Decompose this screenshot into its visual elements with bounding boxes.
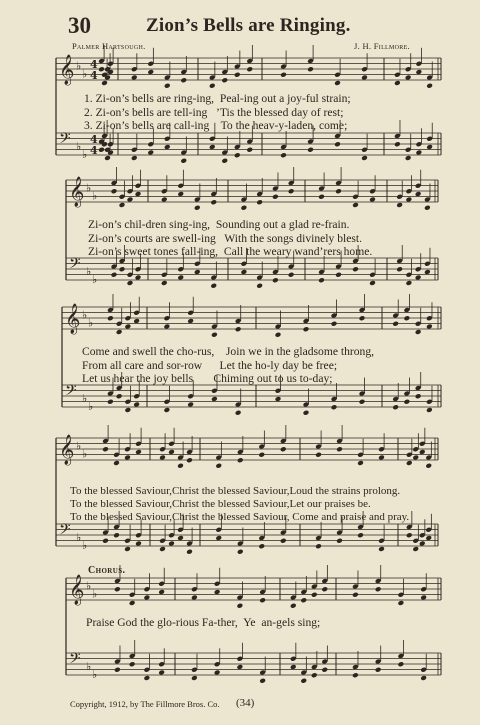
note-head	[234, 152, 241, 158]
hymn-title: Zion’s Bells are Ringing.	[146, 15, 351, 36]
note-head	[311, 672, 318, 678]
note-head	[352, 266, 359, 272]
note-head	[406, 460, 413, 466]
note-head	[406, 197, 413, 203]
note-head	[214, 670, 221, 676]
note-head	[424, 269, 431, 275]
note-head	[280, 152, 287, 158]
treble-clef-icon: 𝄞	[59, 55, 75, 85]
note-head	[187, 402, 194, 408]
note-head	[164, 324, 171, 330]
note-head	[127, 197, 134, 203]
flat-icon: ♭	[82, 148, 88, 161]
note-head	[180, 77, 187, 83]
note-head	[131, 155, 138, 161]
bass-clef-icon: 𝄢	[69, 650, 81, 671]
note-head	[194, 205, 201, 211]
note-head	[210, 199, 217, 205]
note-head	[164, 144, 171, 150]
note-head	[259, 597, 266, 603]
note-head	[164, 83, 171, 89]
flat-icon: ♭	[82, 447, 88, 461]
note-head	[107, 399, 114, 405]
note-head	[187, 318, 194, 324]
note-head	[125, 407, 132, 413]
note-head	[311, 592, 318, 598]
note-head	[303, 410, 310, 416]
bass-clef-icon: 𝄢	[59, 130, 71, 151]
note-head	[133, 318, 140, 324]
flat-icon: ♭	[86, 659, 92, 673]
note-head	[352, 202, 359, 208]
note-head	[280, 72, 287, 78]
flat-icon: ♭	[92, 189, 98, 203]
note-head	[404, 315, 411, 321]
time-signature: 4	[90, 58, 98, 71]
lyric-line: 1. Zi-on’s bells are ring-ing, Peal-ing out a joy-ful strain;	[84, 92, 351, 105]
note-head	[307, 147, 314, 153]
note-head	[303, 326, 310, 332]
note-head	[158, 589, 165, 595]
note-head	[258, 543, 265, 549]
note-head	[135, 541, 142, 547]
note-head	[396, 266, 403, 272]
flat-icon: ♭	[92, 587, 98, 601]
note-head	[357, 460, 364, 466]
note-head	[415, 329, 422, 335]
note-head	[334, 141, 341, 147]
lyric-line: 2. Zi-on’s bells are tell-ing ’Tis the blessed day of rest;	[84, 106, 344, 119]
note-head	[352, 672, 359, 678]
note-head	[321, 667, 328, 673]
note-head	[186, 549, 193, 555]
note-head	[375, 586, 382, 592]
note-head	[194, 269, 201, 275]
note-head	[426, 144, 433, 150]
note-head	[361, 75, 368, 81]
note-head	[369, 197, 376, 203]
note-head	[107, 315, 114, 321]
lyric-line: Zi-on’s chil-dren sing-ing, Sounding out a glad re-frain.	[88, 218, 350, 231]
note-head	[419, 541, 426, 547]
note-head	[114, 586, 121, 592]
note-head	[191, 675, 198, 681]
note-head	[420, 675, 427, 681]
note-head	[359, 315, 366, 321]
note-head	[177, 535, 184, 541]
flat-icon: ♭	[92, 273, 98, 286]
note-head	[125, 324, 132, 330]
note-head	[412, 546, 419, 552]
lyric-line: From all care and sor-row Let the ho-ly day be free;	[82, 359, 338, 372]
note-head	[420, 595, 427, 601]
lyric-line: Zi-on’s sweet tones fall-ing, Call the weary wand’rers home.	[88, 245, 373, 258]
note-head	[398, 600, 405, 606]
note-head	[177, 463, 184, 469]
note-head	[221, 77, 228, 83]
note-head	[288, 188, 295, 194]
note-head	[321, 586, 328, 592]
note-head	[237, 549, 244, 555]
note-head	[415, 275, 422, 281]
note-head	[336, 538, 343, 544]
note-head	[209, 144, 216, 150]
note-head	[168, 541, 175, 547]
note-head	[237, 457, 244, 463]
note-head	[415, 191, 422, 197]
note-head	[246, 66, 253, 72]
lyric-line: 3. Zi-on’s bells are call-ing To the heav-y-laden, come;	[84, 119, 348, 132]
lyric-line: Let us hear the joy bells Chiming out to us to-day;	[82, 372, 333, 385]
note-head	[131, 75, 138, 81]
note-head	[307, 66, 314, 72]
note-head	[235, 410, 242, 416]
note-head	[404, 399, 411, 405]
note-head	[133, 402, 140, 408]
note-head	[98, 66, 105, 72]
note-head	[180, 158, 187, 164]
flat-icon: ♭	[82, 67, 88, 81]
note-head	[426, 83, 433, 89]
flat-icon: ♭	[76, 530, 82, 544]
flat-icon: ♭	[88, 316, 94, 330]
note-head	[119, 266, 126, 272]
note-head	[394, 80, 401, 86]
note-head	[111, 272, 118, 278]
note-head	[210, 283, 217, 289]
lyric-line: To the blessed Saviour,Christ the blessed Saviour,Loud the strains prolong.	[70, 485, 401, 497]
treble-clef-icon: 𝄞	[59, 435, 75, 465]
note-head	[352, 592, 359, 598]
note-head	[280, 446, 287, 452]
note-head	[378, 455, 385, 461]
note-head	[272, 194, 279, 200]
bass-clef-icon: 𝄢	[69, 255, 81, 276]
note-head	[135, 275, 142, 281]
note-head	[246, 147, 253, 153]
note-head	[241, 269, 248, 275]
note-head	[369, 280, 376, 286]
note-head	[116, 393, 123, 399]
flat-icon: ♭	[86, 264, 92, 278]
note-head	[158, 670, 165, 676]
note-head	[392, 404, 399, 410]
note-head	[164, 407, 171, 413]
note-head	[425, 463, 432, 469]
note-head	[241, 205, 248, 211]
note-head	[378, 546, 385, 552]
lyric-line: Zi-on’s courts are swell-ing With the songs divinely blest.	[88, 232, 362, 245]
note-head	[315, 543, 322, 549]
treble-clef-icon: 𝄞	[69, 177, 85, 207]
note-head	[111, 188, 118, 194]
note-head	[398, 661, 405, 667]
flat-icon: ♭	[76, 439, 82, 453]
note-head	[177, 275, 184, 281]
note-head	[119, 202, 126, 208]
note-head	[147, 69, 154, 75]
note-head	[335, 272, 342, 278]
note-head	[256, 283, 263, 289]
note-head	[186, 457, 193, 463]
treble-clef-icon: 𝄞	[69, 575, 85, 605]
note-head	[147, 150, 154, 156]
note-head	[124, 455, 131, 461]
note-head	[416, 150, 423, 156]
note-head	[416, 69, 423, 75]
note-head	[272, 277, 279, 283]
flat-icon: ♭	[86, 579, 92, 593]
bass-clef-icon: 𝄢	[65, 382, 77, 403]
lyricist-credit: Palmer Hartsough.	[72, 41, 146, 51]
note-head	[256, 199, 263, 205]
note-head	[392, 321, 399, 327]
note-head	[235, 326, 242, 332]
flat-icon: ♭	[82, 391, 88, 405]
note-head	[334, 80, 341, 86]
note-head	[396, 202, 403, 208]
time-signature: 4	[90, 69, 98, 82]
page-number: (34)	[236, 697, 255, 709]
note-head	[406, 280, 413, 286]
note-head	[191, 595, 198, 601]
hymn-number: 30	[68, 13, 91, 38]
note-head	[102, 446, 109, 452]
note-head	[113, 460, 120, 466]
note-head	[161, 280, 168, 286]
note-head	[412, 455, 419, 461]
note-head	[424, 205, 431, 211]
note-head	[357, 532, 364, 538]
note-head	[102, 538, 109, 544]
note-head	[214, 589, 221, 595]
note-head	[336, 446, 343, 452]
note-head	[275, 332, 282, 338]
note-head	[300, 597, 307, 603]
lyric-line: To the blessed Saviour,Christ the blessed Saviour,Let our praises be.	[70, 498, 371, 510]
note-head	[124, 546, 131, 552]
note-head	[135, 191, 142, 197]
note-head	[104, 155, 111, 161]
chorus-label: Chorus.	[88, 565, 126, 576]
flat-icon: ♭	[86, 181, 92, 195]
note-head	[300, 678, 307, 684]
note-head	[331, 321, 338, 327]
note-head	[318, 194, 325, 200]
note-head	[394, 141, 401, 147]
note-head	[426, 407, 433, 413]
lyric-line: Praise God the glo-rious Fa-ther, Ye an-gels sing;	[86, 616, 321, 629]
note-head	[318, 277, 325, 283]
note-head	[426, 324, 433, 330]
bass-clef-icon: 𝄢	[59, 521, 71, 542]
note-head	[237, 664, 244, 670]
note-head	[215, 463, 222, 469]
note-head	[290, 603, 297, 609]
composer-credit: J. H. Fillmore.	[354, 41, 410, 51]
note-head	[144, 675, 151, 681]
note-head	[159, 546, 166, 552]
time-signature: 4	[90, 133, 98, 146]
note-head	[129, 600, 136, 606]
note-head	[144, 595, 151, 601]
treble-clef-icon: 𝄞	[65, 304, 81, 334]
note-head	[258, 452, 265, 458]
note-head	[259, 678, 266, 684]
note-head	[415, 393, 422, 399]
note-head	[425, 535, 432, 541]
note-head	[127, 280, 134, 286]
note-head	[159, 455, 166, 461]
note-head	[288, 272, 295, 278]
flat-icon: ♭	[76, 59, 82, 73]
flat-icon: ♭	[82, 539, 88, 552]
note-head	[290, 664, 297, 670]
note-head	[209, 83, 216, 89]
note-head	[419, 449, 426, 455]
note-head	[129, 661, 136, 667]
note-head	[211, 332, 218, 338]
note-head	[405, 155, 412, 161]
note-head	[234, 72, 241, 78]
note-head	[405, 75, 412, 81]
note-head	[359, 399, 366, 405]
note-head	[101, 80, 108, 86]
note-head	[275, 396, 282, 402]
note-head	[237, 603, 244, 609]
note-head	[116, 329, 123, 335]
note-head	[280, 538, 287, 544]
flat-icon: ♭	[88, 400, 94, 413]
note-head	[315, 452, 322, 458]
flat-icon: ♭	[82, 308, 88, 322]
note-head	[113, 532, 120, 538]
note-head	[168, 449, 175, 455]
note-head	[177, 191, 184, 197]
time-signature: 4	[90, 144, 98, 157]
flat-icon: ♭	[92, 668, 98, 681]
note-head	[215, 535, 222, 541]
note-head	[114, 667, 121, 673]
flat-icon: ♭	[76, 139, 82, 153]
copyright-notice: Copyright, 1912, by The Fillmore Bros. Co.	[70, 699, 220, 709]
note-head	[406, 532, 413, 538]
note-head	[211, 396, 218, 402]
lyric-line: To the blessed Saviour,Christ the blessed Saviour, Come and praise and pray.	[70, 511, 410, 523]
note-head	[331, 404, 338, 410]
note-head	[98, 147, 105, 153]
note-head	[135, 449, 142, 455]
note-head	[335, 188, 342, 194]
note-head	[161, 197, 168, 203]
lyric-line: Come and swell the cho-rus, Join we in the gladsome throng,	[82, 345, 375, 358]
note-head	[375, 667, 382, 673]
note-head	[361, 155, 368, 161]
note-head	[221, 158, 228, 164]
